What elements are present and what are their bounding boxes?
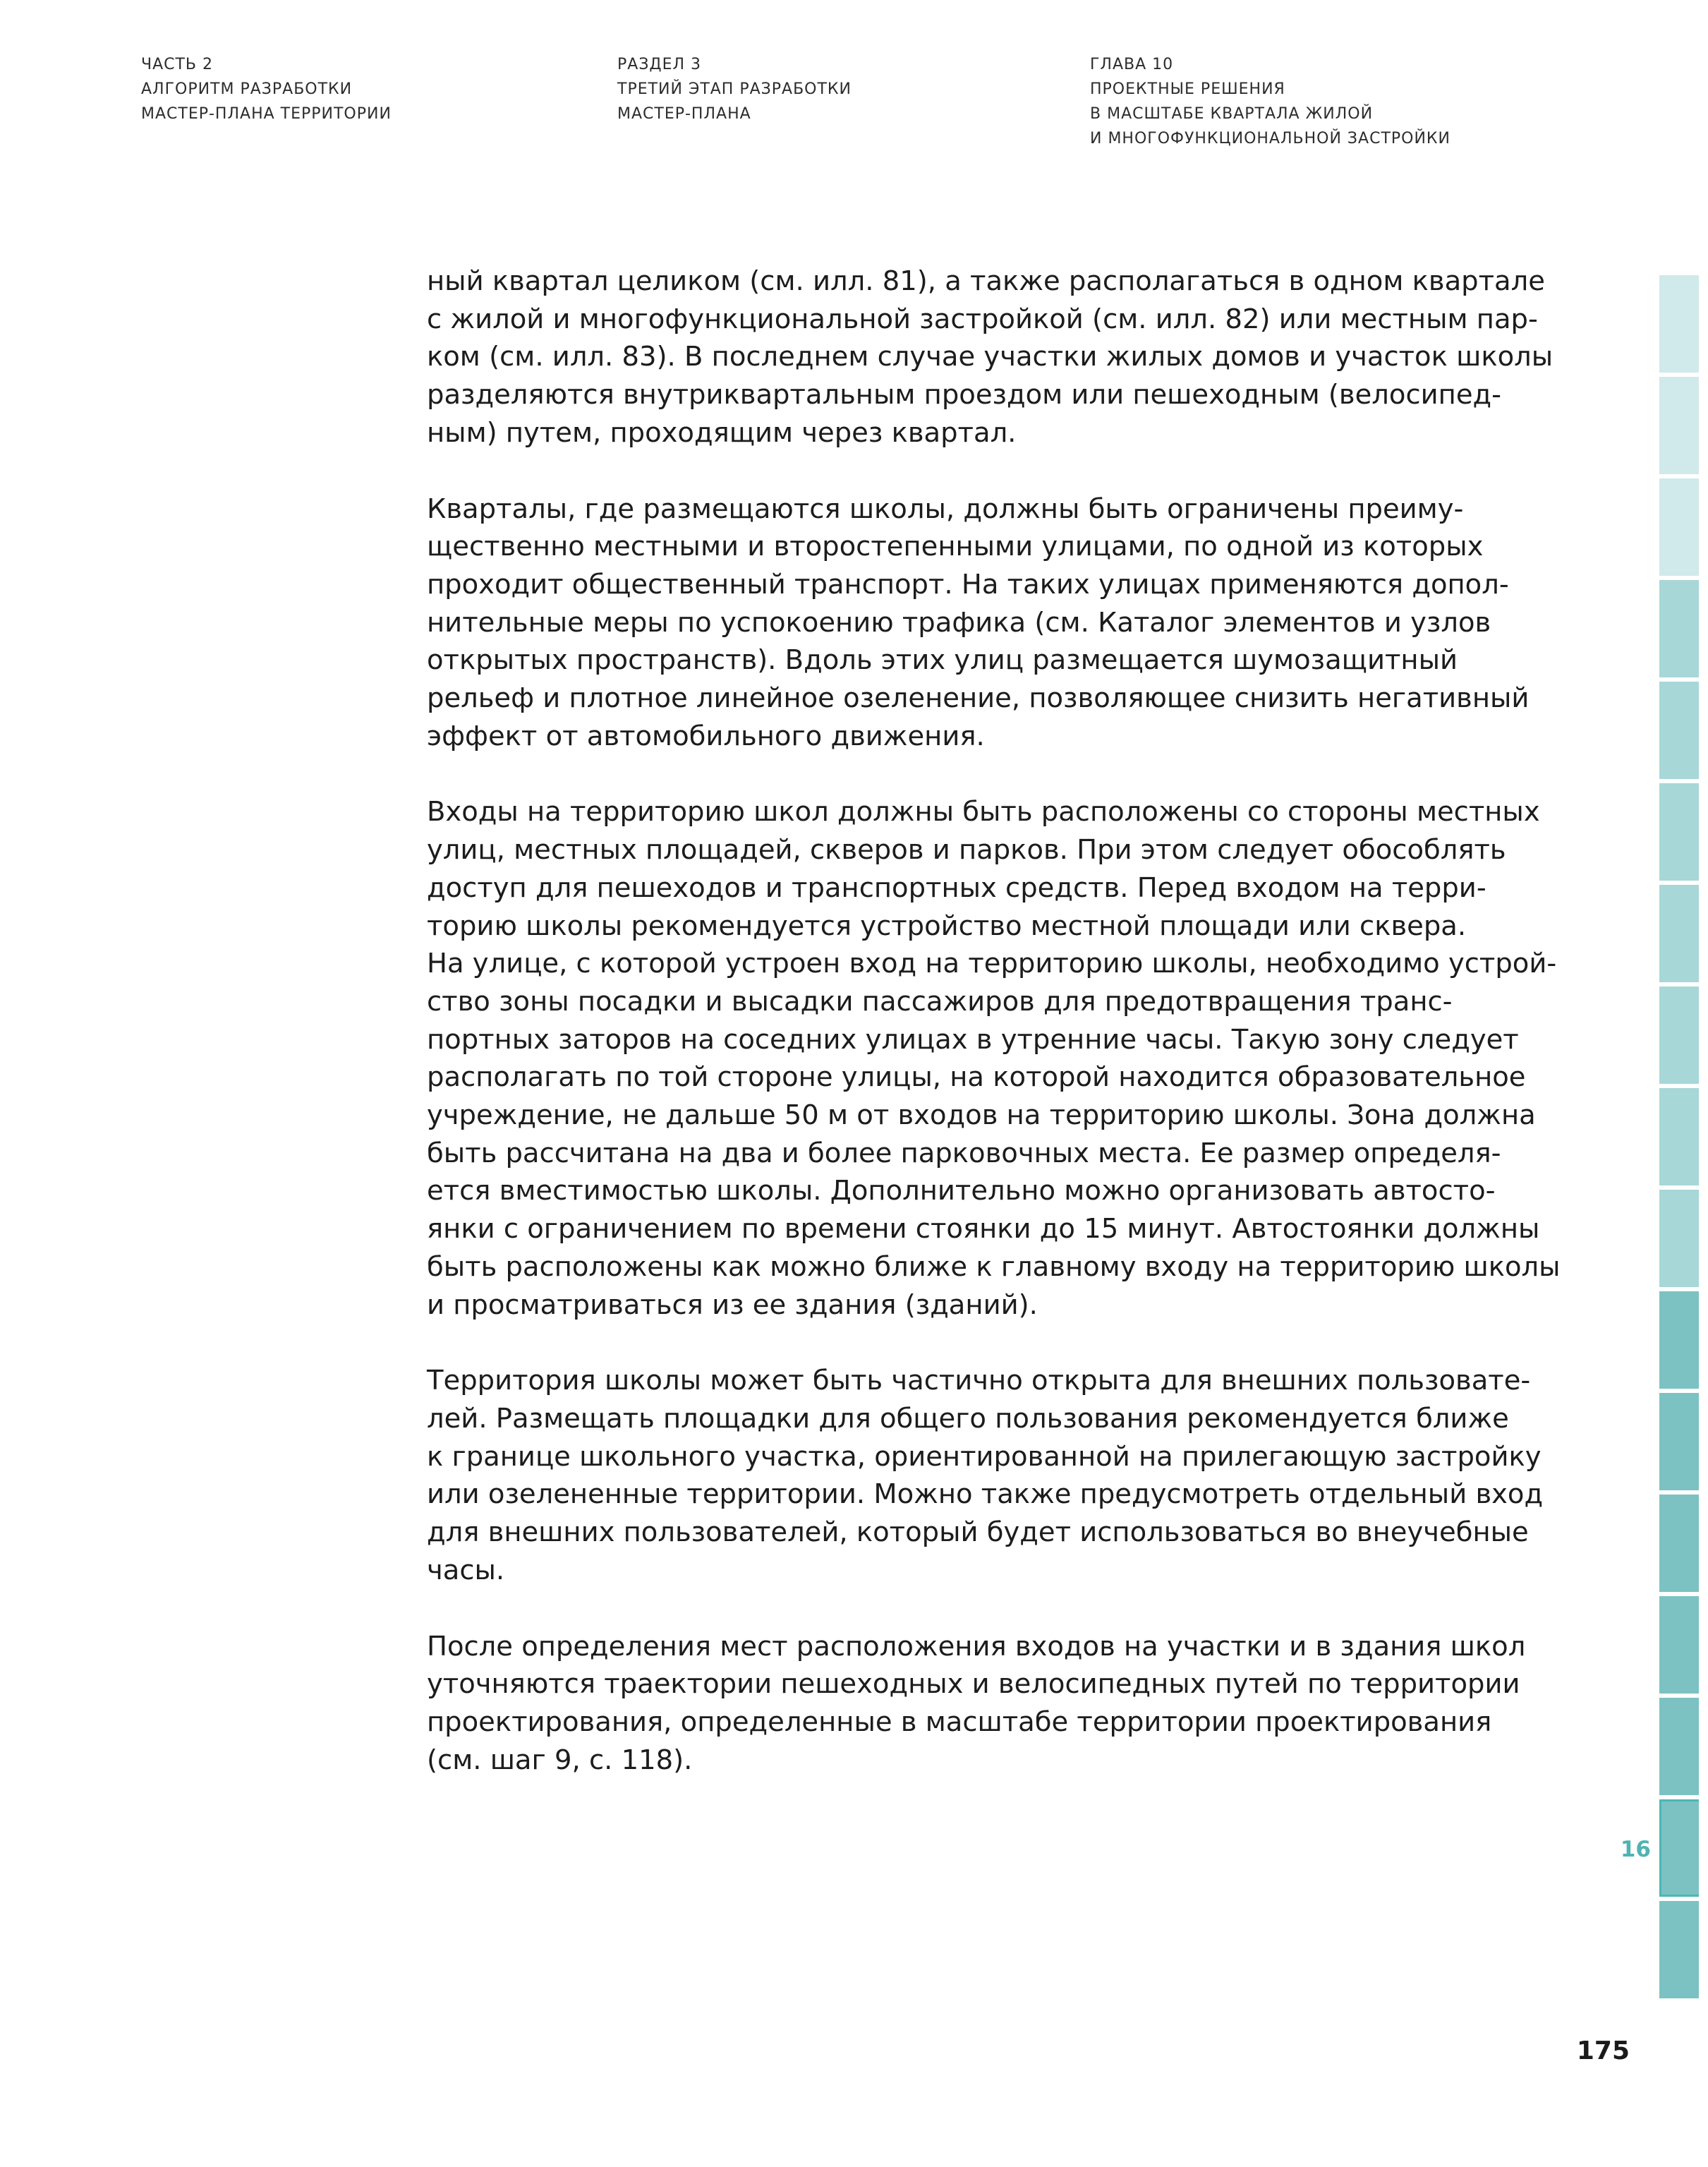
paragraph-line: открытых пространств). Вдоль этих улиц размещается шумозащитный [427, 644, 1458, 677]
chapter-tab[interactable] [1659, 275, 1699, 373]
paragraph-line: ным) путем, проходящим через квартал. [427, 416, 1017, 449]
paragraph-line: к границе школьного участка, ориентированной на прилегающую застройку [427, 1440, 1542, 1473]
chapter-tab[interactable] [1659, 1596, 1699, 1694]
chapter-tab[interactable] [1659, 478, 1699, 576]
header-part-line: МАСТЕР-ПЛАНА ТЕРРИТОРИИ [141, 105, 392, 123]
paragraph [427, 1362, 1545, 1589]
paragraph-line: быть рассчитана на два и более парковочных места. Ее размер определя- [427, 1137, 1501, 1169]
chapter-tab[interactable] [1659, 986, 1699, 1084]
paragraph-line: проходит общественный транспорт. На таких улицах применяются допол- [427, 568, 1509, 600]
chapter-tab[interactable] [1659, 377, 1699, 474]
paragraph-line: лей. Размещать площадки для общего пользования рекомендуется ближе [427, 1402, 1509, 1435]
paragraph-line: эффект от автомобильного движения. [427, 720, 985, 752]
paragraph-line: янки с ограничением по времени стоянки до 15 минут. Автостоянки должны [427, 1213, 1540, 1245]
chapter-tab[interactable] [1659, 1190, 1699, 1287]
header-chapter-line: И МНОГОФУНКЦИОНАЛЬНОЙ ЗАСТРОЙКИ [1090, 130, 1450, 147]
paragraph-line: ком (см. илл. 83). В последнем случае участки жилых домов и участок школы [427, 341, 1553, 373]
paragraph-line: Кварталы, где размещаются школы, должны быть ограничены преиму- [427, 493, 1464, 525]
chapter-tab[interactable] [1659, 1901, 1699, 1998]
header-section-line: МАСТЕР-ПЛАНА [617, 105, 751, 123]
header-section-line: ТРЕТИЙ ЭТАП РАЗРАБОТКИ [617, 80, 852, 98]
paragraph-line: и просматриваться из ее здания (зданий). [427, 1288, 1038, 1321]
paragraph-line: На улице, с которой устроен вход на территорию школы, необходимо устрой- [427, 948, 1557, 980]
paragraph [427, 490, 1545, 756]
paragraph-line: проектирования, определенные в масштабе территории проектирования [427, 1706, 1492, 1738]
paragraph [427, 1628, 1545, 1780]
paragraph-line: ный квартал целиком (см. илл. 81), а также располагаться в одном квартале [427, 265, 1545, 297]
paragraph [427, 262, 1553, 452]
paragraph-line: ство зоны посадки и высадки пассажиров для предотвращения транс- [427, 985, 1453, 1018]
chapter-tab[interactable] [1659, 1393, 1699, 1490]
header-part-line: ЧАСТЬ 2 [141, 56, 214, 73]
chapter-tab[interactable] [1659, 580, 1699, 677]
body-text [427, 262, 1561, 1817]
paragraph-line: с жилой и многофункциональной застройкой (см. илл. 82) или местным пар- [427, 303, 1538, 335]
header-part-line: АЛГОРИТМ РАЗРАБОТКИ [141, 80, 353, 98]
paragraph-line: щественно местными и второстепенными улицами, по одной из которых [427, 531, 1484, 563]
chapter-tab[interactable] [1659, 1495, 1699, 1592]
page-number: 175 [1576, 2036, 1630, 2065]
header-chapter-line: В МАСШТАБЕ КВАРТАЛА ЖИЛОЙ [1090, 105, 1374, 123]
paragraph-line: торию школы рекомендуется устройство местной площади или сквера. [427, 910, 1467, 942]
chapter-tab-active[interactable] [1659, 1799, 1699, 1897]
chapter-tabs [1659, 275, 1699, 2003]
paragraph-line: (см. шаг 9, с. 118). [427, 1744, 693, 1776]
paragraph-line: нительные меры по успокоению трафика (см. Каталог элементов и узлов [427, 606, 1491, 639]
paragraph-line: уточняются траектории пешеходных и велосипедных путей по территории [427, 1668, 1520, 1701]
paragraph-line: После определения мест расположения входов на участки и в здания школ [427, 1630, 1526, 1662]
paragraph-line: рельеф и плотное линейное озеленение, позволяющее снизить негативный [427, 682, 1530, 715]
paragraph-line: часы. [427, 1554, 505, 1586]
paragraph-line: или озелененные территории. Можно также предусмотреть отдельный вход [427, 1478, 1544, 1511]
chapter-tab[interactable] [1659, 1291, 1699, 1389]
paragraph-line: для внешних пользователей, который будет использоваться во внеучебные [427, 1516, 1529, 1549]
header-chapter [1090, 52, 1450, 151]
paragraph-line: Входы на территорию школ должны быть расположены со стороны местных [427, 796, 1540, 828]
header-part [141, 52, 392, 126]
chapter-tab[interactable] [1659, 1698, 1699, 1795]
header-chapter-line: ПРОЕКТНЫЕ РЕШЕНИЯ [1090, 80, 1285, 98]
paragraph-line: портных заторов на соседних улицах в утренние часы. Такую зону следует [427, 1023, 1519, 1056]
paragraph-line: располагать по той стороне улицы, на которой находится образовательное [427, 1061, 1526, 1094]
paragraph-line: учреждение, не дальше 50 м от входов на территорию школы. Зона должна [427, 1099, 1536, 1132]
header-section [617, 52, 852, 126]
paragraph-line: Территория школы может быть частично открыта для внешних пользовате- [427, 1365, 1531, 1397]
paragraph-line: разделяются внутриквартальным проездом или пешеходным (велосипед- [427, 379, 1502, 411]
paragraph-line: улиц, местных площадей, скверов и парков. При этом следует обособлять [427, 834, 1506, 867]
chapter-tab[interactable] [1659, 783, 1699, 881]
chapter-tab[interactable] [1659, 682, 1699, 779]
chapter-tab[interactable] [1659, 1088, 1699, 1185]
paragraph-line: ется вместимостью школы. Дополнительно можно организовать автосто- [427, 1175, 1496, 1207]
chapter-tab[interactable] [1659, 885, 1699, 982]
paragraph-line: быть расположены как можно ближе к главному входу на территорию школы [427, 1250, 1561, 1283]
paragraph [427, 793, 1561, 1324]
header-section-line: РАЗДЕЛ 3 [617, 56, 702, 73]
header-chapter-line: ГЛАВА 10 [1090, 56, 1174, 73]
paragraph-line: доступ для пешеходов и транспортных средств. Перед входом на терри- [427, 871, 1486, 904]
active-tab-number: 16 [1620, 1837, 1651, 1862]
